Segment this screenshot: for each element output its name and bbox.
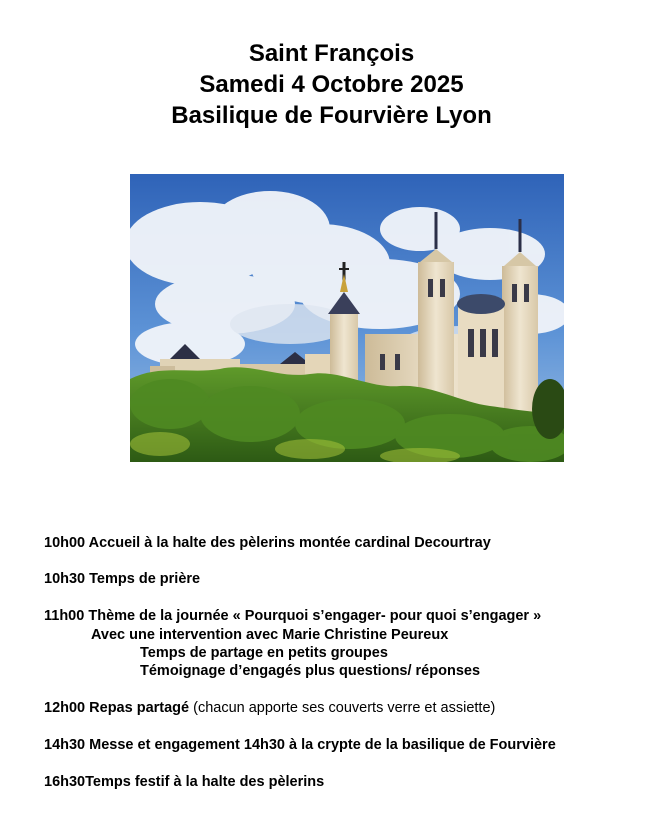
item-note: (chacun apporte ses couverts verre et assiette) xyxy=(193,700,496,716)
item-time: 11h00 xyxy=(44,608,85,624)
item-time: 16h30 xyxy=(44,774,86,790)
program-item-1430 xyxy=(44,736,556,754)
title-line-1: Saint François xyxy=(248,40,415,67)
title-line-3: Basilique de Fourvière Lyon xyxy=(171,102,492,129)
program-item-1100-sub1: Avec une intervention avec Marie Christine Peureux xyxy=(91,627,449,643)
program-item-1630 xyxy=(44,773,324,791)
program-item-1100 xyxy=(44,607,541,625)
item-time: 10h30 xyxy=(44,571,86,587)
program-item-1100-sub3: Témoignage d’engagés plus questions/ réponses xyxy=(140,663,481,679)
program-item-1200 xyxy=(44,699,495,717)
program-item-1030 xyxy=(44,570,200,588)
program-item-1000 xyxy=(44,534,491,552)
item-text: Repas partagé xyxy=(89,700,190,716)
program-item-1100-sub2: Temps de partage en petits groupes xyxy=(140,645,388,661)
item-time: 14h30 xyxy=(44,737,86,753)
title-line-2: Samedi 4 Octobre 2025 xyxy=(199,71,464,98)
item-text: Accueil à la halte des pèlerins montée cardinal Decourtray xyxy=(88,535,491,551)
item-time: 12h00 xyxy=(44,700,86,716)
item-text: Thème de la journée « Pourquoi s’engager- pour quoi s’engager » xyxy=(88,608,542,624)
item-text: Temps de prière xyxy=(89,571,201,587)
basilica-photo xyxy=(130,174,564,462)
item-text: Messe et engagement 14h30 à la crypte de la basilique de Fourvière xyxy=(89,737,556,753)
item-time: 10h00 xyxy=(44,535,86,551)
item-text: Temps festif à la halte des pèlerins xyxy=(85,774,325,790)
